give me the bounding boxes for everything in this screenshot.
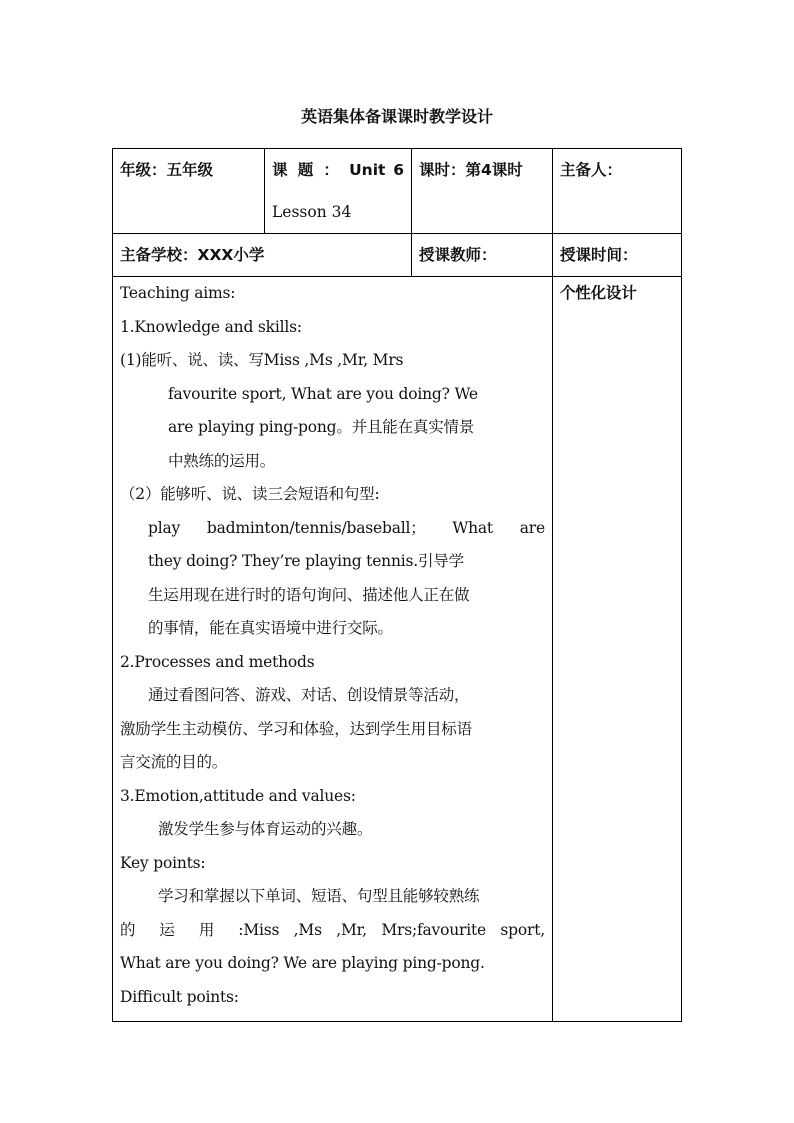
emotion-heading: 3.Emotion,attitude and values: bbox=[120, 786, 356, 805]
school-row bbox=[113, 234, 682, 277]
document-title: 英语集体备课课时教学设计 bbox=[300, 107, 493, 126]
processes-line-3: 言交流的目的。 bbox=[120, 753, 228, 771]
topic-line-1: 课 题 ： Unit 6 bbox=[272, 161, 404, 179]
aim-2-line-2: play badminton/tennis/baseball； What are bbox=[148, 518, 545, 537]
time-label: 授课时间： bbox=[560, 246, 638, 264]
lead-preparer-cell bbox=[553, 149, 682, 234]
processes-heading: 2.Processes and methods bbox=[120, 652, 315, 671]
topic-line-2: Lesson 34 bbox=[272, 203, 352, 221]
period-cell bbox=[412, 149, 553, 234]
processes-line-1: 通过看图问答、游戏、对话、创设情景等活动， bbox=[148, 686, 470, 704]
aim-2-line-1: （2）能够听、说、读三会短语和句型: bbox=[120, 485, 380, 503]
teacher-label: 授课教师： bbox=[419, 246, 497, 264]
key-points-line-2: 的 运 用 :Miss ,Ms ,Mr, Mrs;favourite sport, bbox=[120, 920, 545, 939]
aim-2-line-4: 生运用现在进行时的语句询问、描述他人正在做 bbox=[148, 585, 470, 604]
grade-cell bbox=[113, 149, 265, 234]
emotion-line-1: 激发学生参与体育运动的兴趣。 bbox=[158, 820, 373, 838]
teaching-aims-heading: Teaching aims: bbox=[120, 284, 236, 302]
content-row bbox=[113, 277, 682, 1022]
key-points-line-3: What are you doing? We are playing ping-pong. bbox=[120, 954, 485, 972]
topic-cell bbox=[265, 149, 412, 234]
time-cell bbox=[553, 234, 682, 277]
grade-label: 年级：五年级 bbox=[120, 161, 214, 179]
aim-1-line-3: are playing ping-pong。并且能在真实情景 bbox=[168, 418, 475, 436]
header-row bbox=[113, 149, 682, 234]
period-label: 课时：第4课时 bbox=[419, 161, 523, 179]
aim-1-line-2: favourite sport, What are you doing? We bbox=[168, 384, 478, 403]
aim-1-line-1: (1)能听、说、读、写Miss ,Ms ,Mr, Mrs bbox=[120, 351, 404, 369]
difficult-points-heading: Difficult points: bbox=[120, 987, 239, 1006]
aim-2-line-3: they doing? They’re playing tennis.引导学 bbox=[148, 552, 464, 570]
lead-preparer-label: 主备人： bbox=[560, 161, 623, 179]
knowledge-skills-heading: 1.Knowledge and skills: bbox=[120, 317, 302, 336]
school-label: 主备学校：XXX小学 bbox=[120, 246, 265, 264]
school-cell bbox=[113, 234, 412, 277]
teacher-cell bbox=[412, 234, 553, 277]
processes-line-2: 激励学生主动模仿、学习和体验，达到学生用目标语 bbox=[120, 719, 472, 738]
key-points-heading: Key points: bbox=[120, 853, 206, 872]
content-cell bbox=[113, 277, 553, 1022]
key-points-line-1: 学习和掌握以下单词、短语、句型且能够较熟练 bbox=[158, 887, 480, 905]
lesson-plan-table bbox=[112, 148, 682, 1022]
aim-2-line-5: 的事情，能在真实语境中进行交际。 bbox=[148, 619, 393, 637]
aim-1-line-4: 中熟练的运用。 bbox=[168, 451, 276, 470]
personalized-design-label: 个性化设计 bbox=[560, 284, 637, 302]
personalized-design-cell bbox=[553, 277, 682, 1022]
